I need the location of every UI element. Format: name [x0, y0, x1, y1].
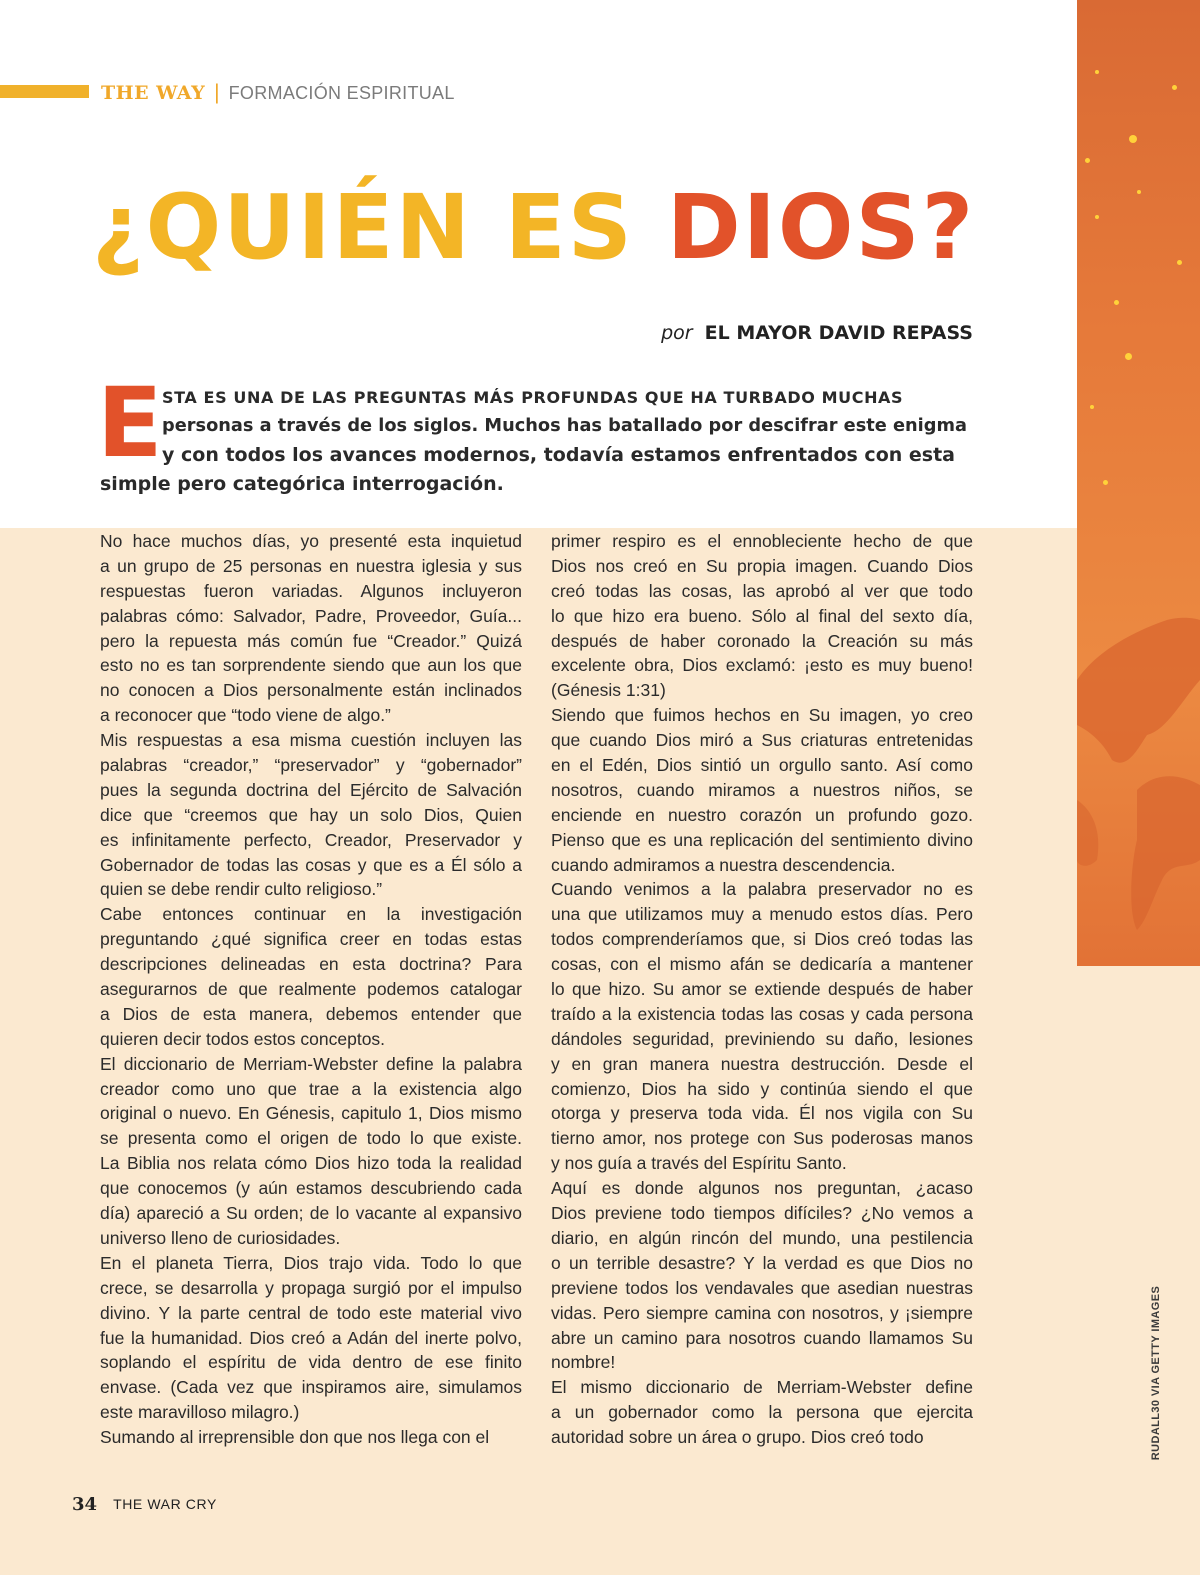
- kicker-brand: THE WAY: [101, 82, 206, 104]
- section-kicker: [101, 79, 455, 107]
- body-text-line: día) apareció a Su orden; de lo vacante al expansivo: [100, 1203, 522, 1224]
- body-text-line: se presenta como el origen de todo lo que existe.: [100, 1128, 522, 1149]
- body-text-line: vidas. Pero siempre camina con nosotros, y ¡siempre: [551, 1302, 973, 1323]
- body-text-line: No hace muchos días, yo presenté esta inquietud: [100, 531, 522, 551]
- title-part-yellow: ¿QUIÉN ES: [92, 175, 667, 279]
- body-text-line: dice que “creemos que hay un solo Dios, Quien: [100, 804, 522, 825]
- lede-line: simple pero categórica interrogación.: [100, 473, 504, 495]
- body-text-line: después de haber coronado la Creación su más: [551, 630, 973, 651]
- body-text-line: en el Edén, Dios sintió un orgullo santo. Así como: [551, 755, 973, 776]
- page-footer: [72, 1492, 217, 1516]
- article-title: [92, 170, 992, 285]
- body-text-line: nosotros, cuando miramos a nuestros niños, se: [551, 779, 973, 800]
- body-text-line: nombre!: [551, 1352, 616, 1373]
- body-text-line: autoridad sobre un área o grupo. Dios creó todo: [551, 1427, 924, 1448]
- byline: [661, 318, 973, 348]
- body-text-line: Aquí es donde algunos nos preguntan, ¿acaso: [551, 1178, 973, 1199]
- photo-credit: [1146, 1285, 1166, 1460]
- body-text-line: y nos guía a través del Espíritu Santo.: [551, 1153, 847, 1174]
- body-text-line: todos comprenderíamos que, si Dios creó todas las: [551, 929, 973, 950]
- body-text-line: Dios previene todo tiempos difíciles? ¿No vemos a: [551, 1203, 973, 1224]
- decorative-side-illustration: [1077, 0, 1200, 966]
- body-text-line: comienzo, Dios ha sido y continúa siendo el que: [551, 1078, 973, 1099]
- magazine-name: THE WAR CRY: [113, 1496, 217, 1512]
- title-part-red: DIOS?: [666, 175, 976, 279]
- accent-rule: [0, 85, 89, 98]
- body-text-line: preguntando ¿qué significa creer en todas estas: [100, 929, 522, 950]
- body-text-line: El diccionario de Merriam-Webster define la palabra: [100, 1053, 522, 1074]
- body-text-line: a reconocer que “todo viene de algo.”: [100, 705, 391, 726]
- body-text-line: creó todas las cosas, las aprobó al ver que todo: [551, 580, 973, 601]
- body-text-line: una que utilizamos muy a menudo estos días. Pero: [551, 904, 973, 925]
- lede-paragraph: [100, 383, 972, 499]
- lede-line: personas a través de los siglos. Muchos has batallado por descifrar este enigma: [162, 416, 967, 436]
- photo-credit-text: RUDALL30 VIA GETTY IMAGES: [1150, 1285, 1163, 1460]
- body-text-line: Siendo que fuimos hechos en Su imagen, yo creo: [551, 705, 973, 726]
- body-text-line: fue la humanidad. Dios creó a Adán del inerte polvo,: [100, 1327, 522, 1348]
- globe-silhouette-icon: [1077, 560, 1200, 966]
- body-text-line: palabras cómo: Salvador, Padre, Proveedor, Guía...: [100, 605, 522, 626]
- body-text-line: (Génesis 1:31): [551, 680, 666, 701]
- byline-prefix: por: [661, 322, 693, 344]
- body-text-line: a un gobernador como la persona que ejercita: [551, 1402, 973, 1423]
- body-text-line: que cuando Dios miró a Sus criaturas entretenidas: [551, 730, 973, 751]
- lede-line: y con todos los avances modernos, todavía estamos enfrentados con esta: [162, 444, 955, 466]
- body-text-line: quien se debe rendir culto religioso.”: [100, 879, 383, 900]
- body-text-line: este maravilloso milagro.): [100, 1402, 300, 1423]
- body-text-line: previene todos los vendavales que asedian nuestras: [551, 1277, 973, 1298]
- body-text-line: El mismo diccionario de Merriam-Webster define: [551, 1377, 973, 1398]
- kicker-section: FORMACIÓN ESPIRITUAL: [228, 82, 455, 103]
- body-text-line: diario, en algún rincón del mundo, una pestilencia: [551, 1227, 973, 1248]
- body-column-right: [551, 529, 973, 1450]
- body-text-line: otorga y preserva toda vida. Él nos vigila con Su: [551, 1103, 973, 1124]
- body-text-line: traído a la existencia todas las cosas y cada persona: [551, 1003, 973, 1024]
- body-text-line: lo que hizo. Su amor se extiende después de haber: [551, 979, 973, 1000]
- body-text-line: original o nuevo. En Génesis, capitulo 1, Dios mismo: [100, 1103, 522, 1124]
- byline-author: EL MAYOR DAVID REPASS: [704, 322, 973, 344]
- body-text-line: envase. (Cada vez que inspiramos aire, simulamos: [100, 1377, 522, 1398]
- body-text-line: lo que hizo era bueno. Sólo al final del sexto día,: [551, 605, 973, 626]
- kicker-separator: |: [214, 81, 220, 104]
- body-text-line: cuando admiramos a nuestra descendencia.: [551, 854, 896, 875]
- body-text-line: creador como uno que trae a la existencia algo: [100, 1078, 522, 1099]
- body-column-left: [100, 529, 522, 1450]
- body-text-line: primer respiro es el ennobleciente hecho de que: [551, 531, 973, 551]
- body-text-line: pues la segunda doctrina del Ejército de Salvación: [100, 779, 522, 800]
- body-text-line: Cabe entonces continuar en la investigación: [100, 904, 522, 925]
- body-text-line: soplando el espíritu de vida dentro de ese finito: [100, 1352, 522, 1373]
- body-text-line: excelente obra, Dios exclamó: ¡esto es muy bueno!: [551, 655, 973, 676]
- body-text-line: a Dios de esta manera, debemos entender que: [100, 1003, 522, 1024]
- body-text-line: quieren decir todos estos conceptos.: [100, 1028, 386, 1049]
- body-text-line: Pienso que es una replicación del sentimiento divino: [551, 829, 973, 850]
- body-text-line: abre un camino para nosotros cuando llamamos Su: [551, 1327, 973, 1348]
- body-text-line: a un grupo de 25 personas en nuestra iglesia y sus: [100, 555, 522, 576]
- body-text-line: Cuando venimos a la palabra preservador no es: [551, 879, 973, 900]
- body-text-line: Mis respuestas a esa misma cuestión incluyen las: [100, 730, 522, 751]
- drop-cap: E: [97, 367, 163, 479]
- body-text-line: respuestas fueron variadas. Algunos incluyeron: [100, 580, 522, 601]
- body-text-line: Gobernador de todas las cosas y que es a Él sólo a: [100, 854, 522, 875]
- body-text-line: crece, se desarrolla y propaga surgió por el impulso: [100, 1277, 522, 1298]
- body-text-line: y en gran manera nuestra destrucción. Desde el: [551, 1053, 973, 1074]
- body-text-line: que conocemos (y aún estamos descubriendo cada: [100, 1178, 522, 1199]
- lede-line: STA ES UNA DE LAS PREGUNTAS MÁS PROFUNDAS QUE HA TURBADO MUCHAS: [162, 388, 904, 407]
- body-text-line: Sumando al irreprensible don que nos llega con el: [100, 1427, 490, 1448]
- body-text-line: universo lleno de curiosidades.: [100, 1227, 341, 1248]
- body-text-line: cosas, con el mismo afán se dedicaría a mantener: [551, 954, 973, 975]
- body-text-line: descripciones delineadas en esta doctrina? Para: [100, 954, 522, 975]
- body-text-line: La Biblia nos relata cómo Dios hizo toda la realidad: [100, 1153, 522, 1174]
- body-text-line: asegurarnos de que realmente podemos catalogar: [100, 979, 522, 1000]
- body-text-line: En el planeta Tierra, Dios trajo vida. Todo lo que: [100, 1252, 522, 1273]
- body-text-line: palabras “creador,” “preservador” y “gobernador”: [100, 755, 522, 776]
- body-text-line: dándoles seguridad, previniendo su daño, lesiones: [551, 1028, 973, 1049]
- body-text-line: esto no es tan sorprendente siendo que aun los que: [100, 655, 522, 676]
- body-text-line: o un terrible desastre? Y la verdad es que Dios no: [551, 1252, 973, 1273]
- body-text-line: Dios nos creó en Su propia imagen. Cuando Dios: [551, 555, 973, 576]
- page-number: 34: [72, 1493, 98, 1515]
- body-text-line: es infinitamente perfecto, Creador, Preservador y: [100, 829, 522, 850]
- body-text-line: no conocen a Dios personalmente están inclinados: [100, 680, 522, 701]
- body-text-line: enciende en nuestro corazón un profundo gozo.: [551, 804, 973, 825]
- body-text-line: pero la repuesta más común fue “Creador.” Quizá: [100, 630, 522, 651]
- body-text-line: tierno amor, nos protege con Sus poderosas manos: [551, 1128, 973, 1149]
- body-text-line: divino. Y la parte central de todo este material vivo: [100, 1302, 522, 1323]
